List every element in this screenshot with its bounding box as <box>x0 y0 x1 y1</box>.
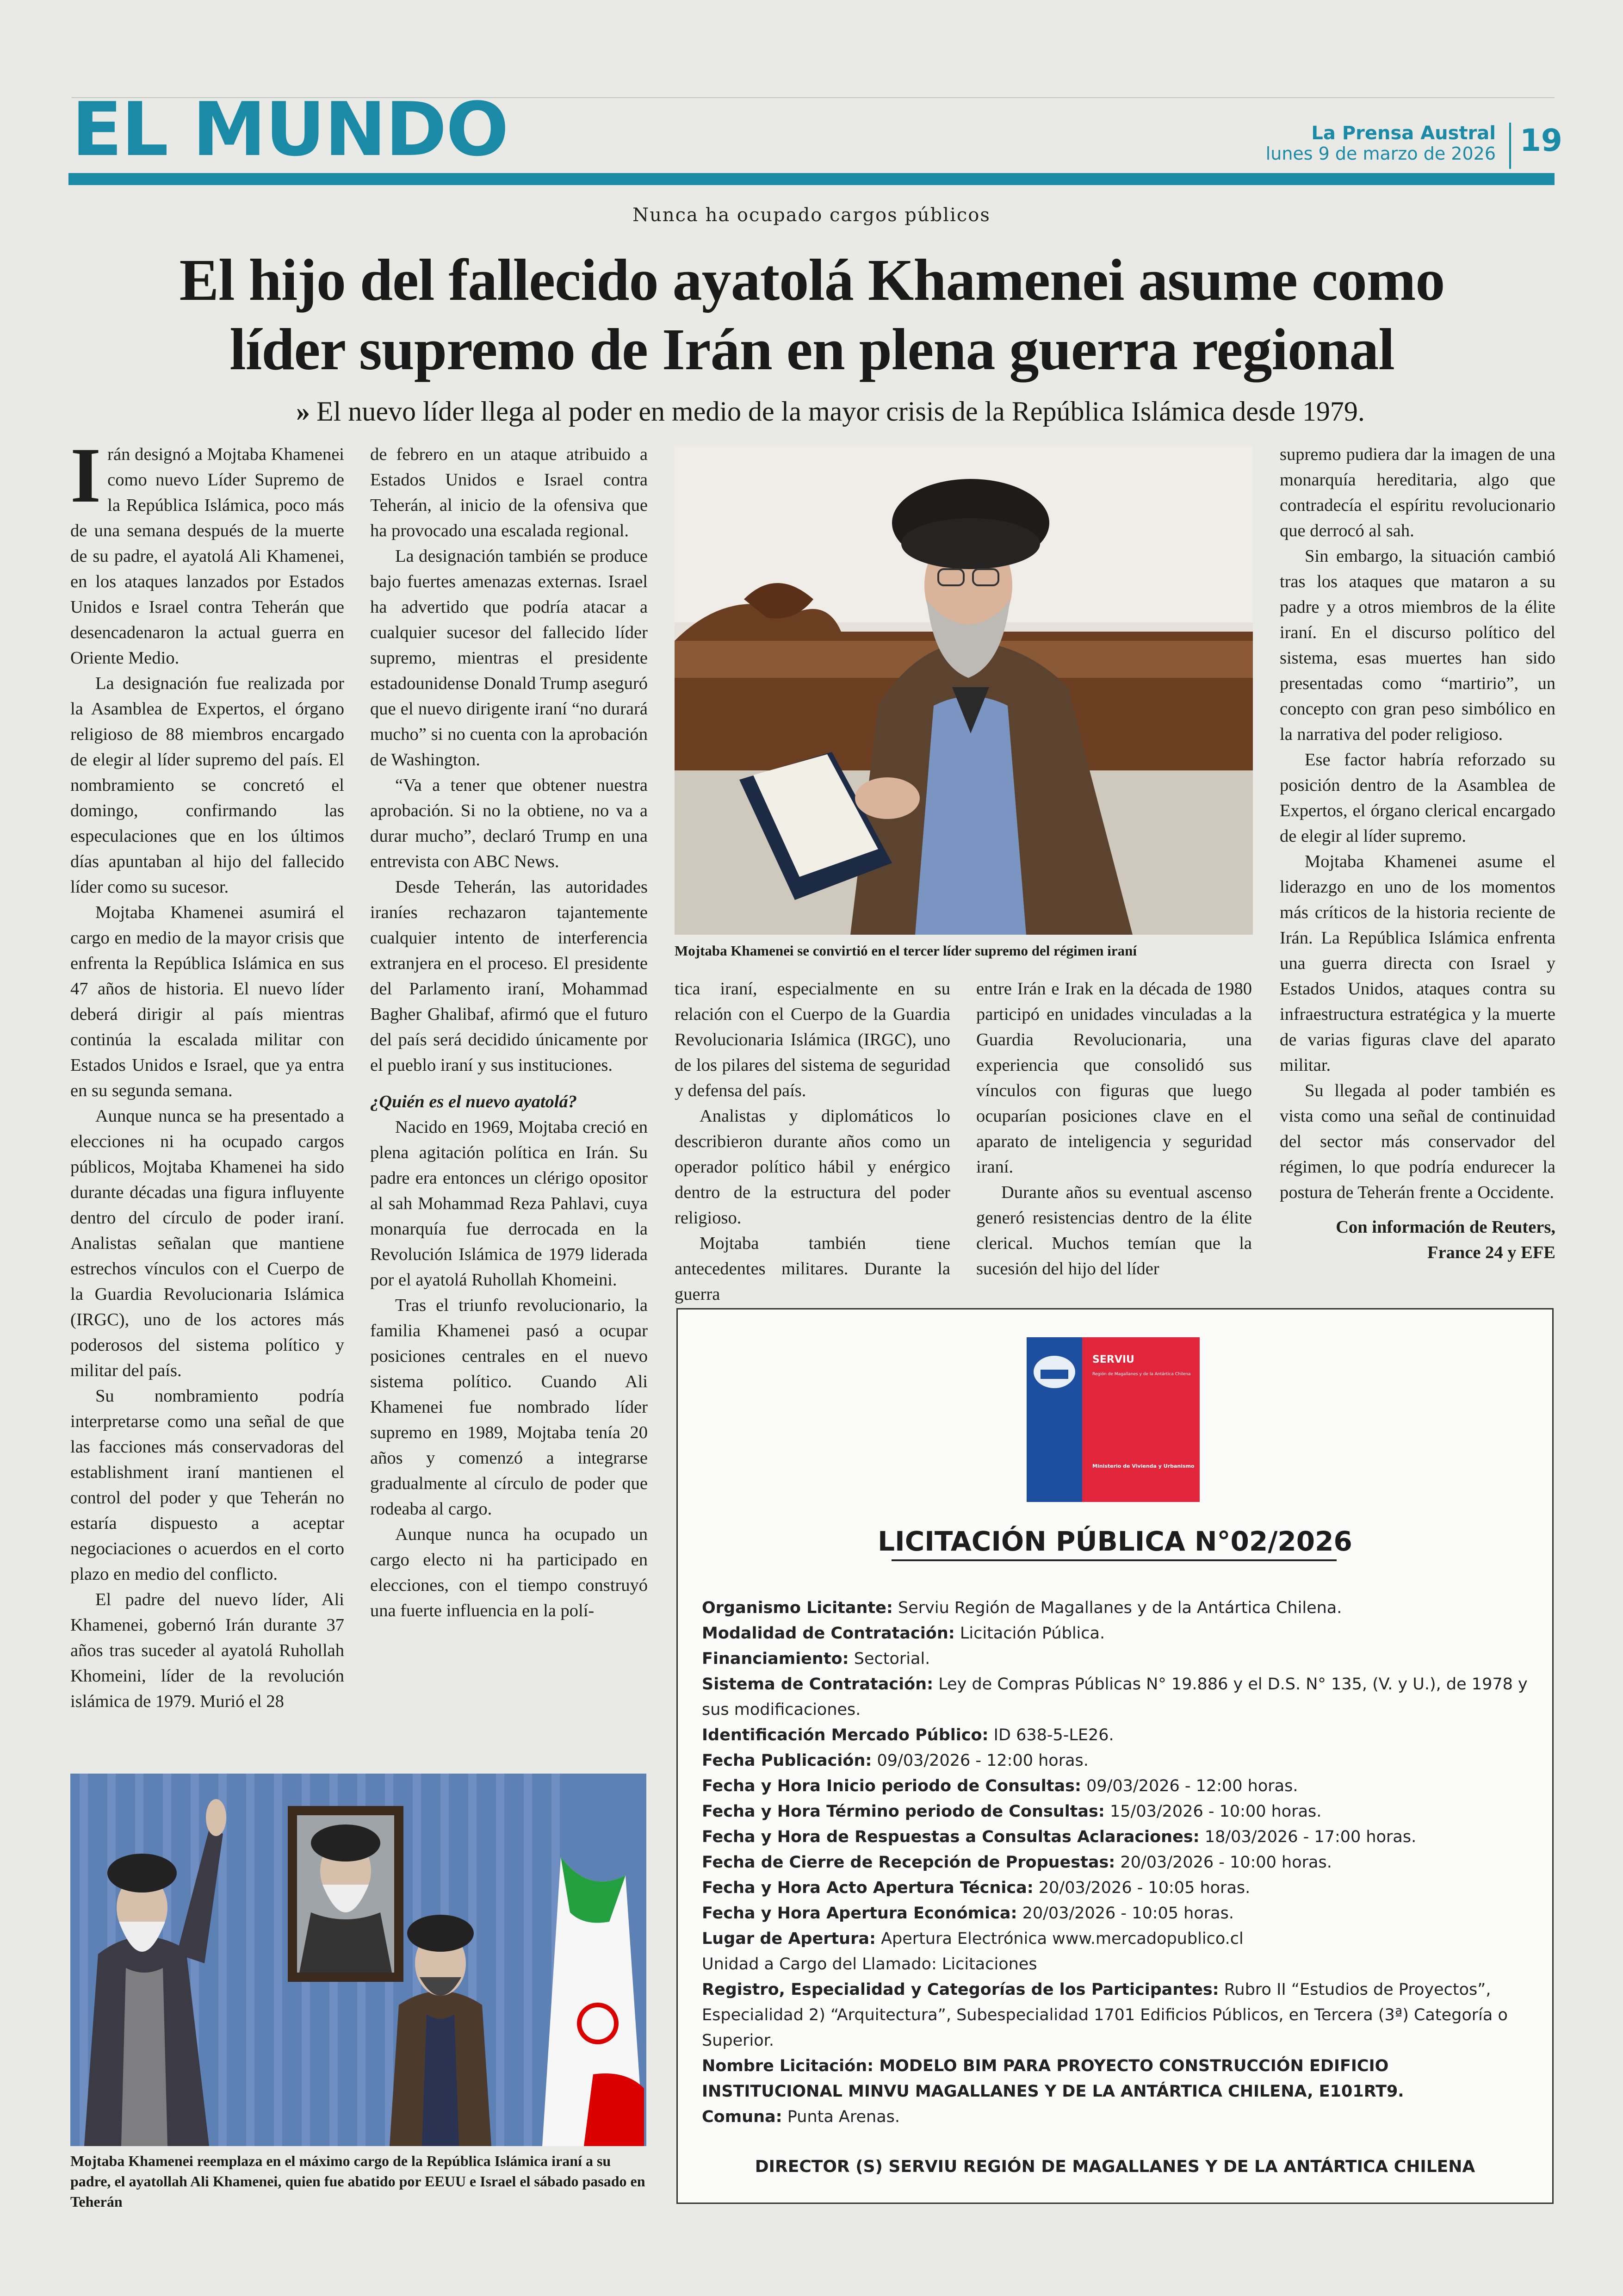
paragraph: Analistas y diplomáticos lo describieron durante años como un operador político hábil y enérgico dentro de la estructura del poder religioso. <box>675 1106 950 1228</box>
tender-row <box>702 1875 1530 1901</box>
paragraph: Su nombramiento podría interpretarse como una señal de que las facciones más conservadoras del establishment iraní mantienen el control del poder y que Teherán no estaría dispuesto a aceptar negociaciones o acuerdos en el corto plazo en medio del conflicto. <box>70 1386 344 1584</box>
tender-row <box>702 1850 1530 1875</box>
drop-cap: I <box>70 432 101 519</box>
tender-row <box>702 1824 1530 1850</box>
logo-region-text: Región de Magallanes y de la Antártica Chilena <box>1092 1372 1191 1377</box>
tender-row-label: Fecha y Hora Apertura Económica: <box>702 1904 1017 1923</box>
tender-row <box>702 2104 1530 2130</box>
tender-row <box>702 1723 1530 1748</box>
tender-row-value: Rubro II “Estudios de Proyectos”, Especialidad 2) “Arquitectura”, Subespecialidad 1701 Edificios Públicos, en Tercera (3ª) Categoría o Superior. <box>702 1980 1508 2050</box>
tender-row-label: Comuna: <box>702 2108 782 2126</box>
tender-row-label: Registro, Especialidad y Categorías de los Participantes: <box>702 1980 1219 1999</box>
logo-serviu-text: SERVIU <box>1092 1354 1134 1365</box>
paragraph: Aunque nunca ha ocupado un cargo electo ni ha participado en elecciones, con el tiempo construyó una fuerte influencia en la polí- <box>370 1525 648 1620</box>
tender-row <box>702 1646 1530 1672</box>
paragraph: “Va a tener que obtener nuestra aprobación. Si no la obtiene, no va a durar mucho”, declaró Trump en una entrevista con ABC News. <box>370 776 648 871</box>
paragraph: Durante años su eventual ascenso generó resistencias dentro de la élite clerical. Muchos temían que la sucesión del hijo del líder <box>976 1183 1252 1278</box>
serviu-logo-graphic <box>1027 1337 1200 1502</box>
serviu-logo <box>1027 1337 1200 1502</box>
tender-row-label: Fecha y Hora Acto Apertura Técnica: <box>702 1879 1034 1897</box>
tender-row-value: ID 638-5-LE26. <box>988 1726 1114 1744</box>
tender-row <box>702 1748 1530 1774</box>
article-column-3 <box>675 976 950 1307</box>
tender-signature: DIRECTOR (S) SERVIU REGIÓN DE MAGALLANES Y DE LA ANTÁRTICA CHILENA <box>755 2157 1475 2176</box>
tender-title: LICITACIÓN PÚBLICA N°02/2026 <box>878 1526 1352 1557</box>
paragraph: Mojtaba también tiene antecedentes militares. Durante la guerra <box>675 1234 950 1304</box>
tender-row-label: Fecha y Hora Inicio periodo de Consultas: <box>702 1777 1081 1795</box>
tender-row-value: 20/03/2026 - 10:00 horas. <box>1115 1853 1332 1872</box>
paragraph: Tras el triunfo revolucionario, la familia Khamenei pasó a ocupar posiciones centrales en el nuevo sistema político. Cuando Ali Khamenei fue nombrado líder supremo en 1989, Mojtaba tenía 20 años y comenzó a integrarse gradualmente al círculo de poder que rodeaba al cargo. <box>370 1296 648 1519</box>
tender-row-value: Punta Arenas. <box>782 2108 900 2126</box>
main-photo <box>675 447 1253 935</box>
article-deck <box>296 396 1365 428</box>
public-tender-ad <box>676 1308 1554 2204</box>
tender-row-value: 18/03/2026 - 17:00 horas. <box>1199 1828 1417 1846</box>
tender-row-value: Serviu Región de Magallanes y de la Antártica Chilena. <box>892 1599 1342 1617</box>
tender-row <box>702 1901 1530 1926</box>
paragraph: tica iraní, especialmente en su relación con el Cuerpo de la Guardia Revolucionaria Islámica (IRGC), uno de los pilares del sistema de seguridad y defensa del país. <box>675 979 950 1100</box>
tender-row-label: Fecha de Cierre de Recepción de Propuestas: <box>702 1853 1115 1872</box>
tender-row <box>702 1672 1530 1723</box>
tender-row-value: Sectorial. <box>849 1650 930 1668</box>
tender-row-label: Identificación Mercado Público: <box>702 1726 989 1744</box>
issue-date: lunes 9 de marzo de 2026 <box>1265 143 1496 164</box>
tender-row <box>702 1595 1530 1621</box>
paragraph: de febrero en un ataque atribuido a Estados Unidos e Israel contra Teherán, al inicio de la ofensiva que ha provocado una escalada regional. <box>370 445 648 540</box>
tender-row <box>702 1926 1530 1952</box>
article-headline: El hijo del fallecido ayatolá Khamenei asume como líder supremo de Irán en plena guerra regional <box>179 247 1445 382</box>
paragraph: supremo pudiera dar la imagen de una monarquía hereditaria, algo que contradecía el espíritu revolucionario que derrocó al sah. <box>1280 445 1555 540</box>
article-column-2 <box>370 442 648 1624</box>
paragraph: Nacido en 1969, Mojtaba creció en plena agitación política en Irán. Su padre era entonces un clérigo opositor al sah Mohammad Reza Pahlavi, cuya monarquía fue derrocada en la Revolución Islámica de 1979 liderada por el ayatolá Ruhollah Khomeini. <box>370 1117 648 1290</box>
second-photo-caption: Mojtaba Khamenei reemplaza en el máximo cargo de la República Islámica iraní a su padre, el ayatollah Ali Khamenei, quien fue abatido por EEUU e Israel el sábado pasado en Teherán <box>70 2153 645 2210</box>
paragraph: entre Irán e Irak en la década de 1980 participó en unidades vinculadas a la Guardia Revolucionaria, una experiencia que consolidó sus vínculos con figuras que luego ocuparían posiciones clave en el aparato de inteligencia y seguridad iraní. <box>976 979 1252 1177</box>
tender-row-label: Fecha y Hora Término periodo de Consultas: <box>702 1802 1105 1821</box>
paragraph: Desde Teherán, las autoridades iraníes rechazaron tajantemente cualquier intento de interferencia extranjera en el proceso. El presidente del Parlamento iraní, Mohammad Bagher Ghalibaf, afirmó que el futuro del país será decidido únicamente por el pueblo iraní y sus instituciones. <box>370 877 648 1075</box>
tender-row <box>702 1774 1530 1799</box>
tender-row-value: Apertura Electrónica www.mercadopublico.cl <box>875 1930 1244 1948</box>
paragraph: La designación también se produce bajo fuertes amenazas externas. Israel ha advertido que podría atacar a cualquier sucesor del fallecido líder supremo, mientras el presidente estadounidense Donald Trump aseguró que el nuevo dirigente iraní “no durará mucho” si no cuenta con la aprobación de Washington. <box>370 546 648 769</box>
tender-row-value: 15/03/2026 - 10:00 horas. <box>1104 1802 1322 1821</box>
tender-row-value: Unidad a Cargo del Llamado: Licitaciones <box>702 1955 1037 1973</box>
leaders-portrait-illustration <box>70 1774 646 2146</box>
second-photo <box>70 1774 646 2146</box>
page-number: 19 <box>1520 123 1562 158</box>
tender-row-value: 09/03/2026 - 12:00 horas. <box>1081 1777 1298 1795</box>
paragraph: Aunque nunca se ha presentado a elecciones ni ha ocupado cargos públicos, Mojtaba Khamenei ha sido durante décadas una figura influyente dentro del círculo de poder iraní. Analistas señalan que mantiene estrechos vínculos con el Cuerpo de la Guardia Revolucionaria Islámica (IRGC), uno de los actores más poderosos del sistema político y militar del país. <box>70 1106 344 1380</box>
article-credit: Con información de Reuters, France 24 y EFE <box>1336 1217 1555 1262</box>
paragraph: El padre del nuevo líder, Ali Khamenei, gobernó Irán durante 37 años tras suceder al ayatolá Ruhollah Khomeini, líder de la revolución islámica de 1979. Murió el 28 <box>70 1590 344 1711</box>
cleric-reading-illustration <box>675 447 1253 935</box>
chevron-right-icon: » <box>296 396 310 427</box>
tender-row-value: Licitación Pública. <box>954 1624 1105 1643</box>
tender-row-label: Organismo Licitante: <box>702 1599 893 1617</box>
tender-row-label: Modalidad de Contratación: <box>702 1624 955 1643</box>
tender-row <box>702 1952 1530 1977</box>
paragraph: Su llegada al poder también es vista como una señal de continuidad del sector más conservador del régimen, lo que podría endurecer la postura de Teherán frente a Occidente. <box>1280 1081 1555 1202</box>
section-title: EL MUNDO <box>72 86 508 173</box>
paragraph: Mojtaba Khamenei asumirá el cargo en medio de la mayor crisis que enfrenta la República Islámica en sus 47 años de historia. El nuevo líder deberá dirigir al país mientras continúa la escalada militar con Estados Unidos e Israel, que ya entra en su segunda semana. <box>70 903 344 1100</box>
article-column-5 <box>1280 442 1555 1266</box>
tender-row-label: Fecha y Hora de Respuestas a Consultas Aclaraciones: <box>702 1828 1200 1846</box>
tender-row-value: Ley de Compras Públicas N° 19.886 y el D.S. N° 135, (V. y U.), de 1978 y sus modificaciones. <box>702 1675 1528 1719</box>
paragraph: Mojtaba Khamenei asume el liderazgo en uno de los momentos más críticos de la historia reciente de Irán. La República Islámica enfrenta una guerra directa con Israel y Estados Unidos, ataques contra su infraestructura estratégica y la muerte de varias figuras clave del aparato militar. <box>1280 852 1555 1075</box>
paragraph: Ese factor habría reforzado su posición dentro de la Asamblea de Expertos, el órgano clerical encargado de elegir al líder supremo. <box>1280 750 1555 846</box>
article-kicker: Nunca ha ocupado cargos públicos <box>632 205 991 226</box>
tender-row <box>702 1977 1530 2054</box>
tender-row <box>702 2054 1530 2104</box>
article-column-1 <box>70 432 344 1714</box>
tender-row <box>702 1799 1530 1824</box>
main-photo-caption: Mojtaba Khamenei se convirtió en el tercer líder supremo del régimen iraní <box>675 943 1137 959</box>
deck-text: El nuevo líder llega al poder en medio de la mayor crisis de la República Islámica desde 1979. <box>316 396 1365 427</box>
tender-row-label: Sistema de Contratación: <box>702 1675 934 1694</box>
tender-row-value: 20/03/2026 - 10:05 horas. <box>1033 1879 1251 1897</box>
tender-row-value: 20/03/2026 - 10:05 horas. <box>1017 1904 1234 1923</box>
tender-row <box>702 1621 1530 1646</box>
newspaper-name: La Prensa Austral <box>1311 123 1496 144</box>
article-column-4 <box>976 976 1252 1282</box>
tender-title-underline <box>892 1559 1337 1561</box>
tender-row-value: 09/03/2026 - 12:00 horas. <box>872 1751 1089 1770</box>
tender-row-label: Fecha Publicación: <box>702 1751 872 1770</box>
tender-row-label: Financiamiento: <box>702 1650 849 1668</box>
tender-row-label: Nombre Licitación: MODELO BIM PARA PROYECTO CONSTRUCCIÓN EDIFICIO INSTITUCIONAL MINVU MAGALLANES Y DE LA ANTÁRTICA CHILENA, E101RT9. <box>702 2057 1404 2101</box>
header-rule <box>68 173 1555 185</box>
paragraph: La designación fue realizada por la Asamblea de Expertos, el órgano religioso de 88 miembros encargado de elegir al líder supremo del país. El nombramiento se concretó el domingo, confirmando las especulaciones que en los últimos días apuntaban al hijo del fallecido líder como su sucesor. <box>70 674 344 897</box>
paragraph: Sin embargo, la situación cambió tras los ataques que mataron a su padre y a otros miembros de la élite iraní. En el discurso político del sistema, esas muertes han sido presentadas como “martirio”, un concepto con gran peso simbólico en la narrativa del poder religioso. <box>1280 546 1555 744</box>
tender-details <box>702 1595 1530 2130</box>
paragraph <box>70 432 344 671</box>
article-subheading: ¿Quién es el nuevo ayatolá? <box>370 1092 577 1111</box>
page-number-divider <box>1509 123 1511 169</box>
tender-row-label: Lugar de Apertura: <box>702 1930 876 1948</box>
logo-ministry-text: Ministerio de Vivienda y Urbanismo <box>1092 1463 1195 1469</box>
paragraph-text: rán designó a Mojtaba Khamenei como nuevo Líder Supremo de la República Islámica, poco más de una semana después de la muerte de su padre, el ayatolá Ali Khamenei, en los ataques lanzados por Estados Unidos e Israel contra Teherán que desencadenaron la actual guerra en Oriente Medio. <box>70 445 344 668</box>
